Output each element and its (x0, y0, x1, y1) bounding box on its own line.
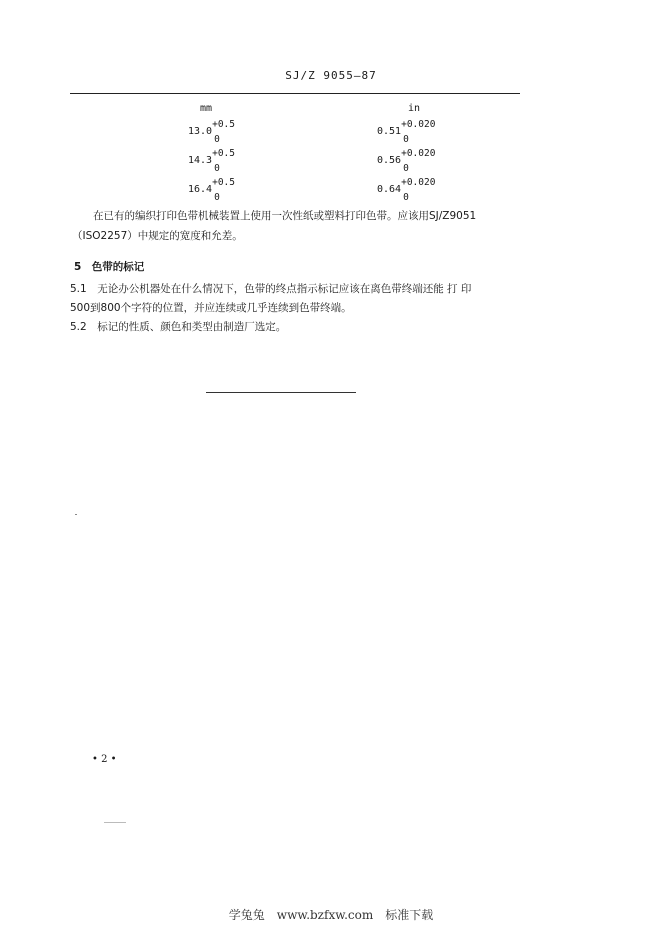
clause-5-1-line-1: 5.1 无论办公机器处在什么情况下，色带的终点指示标记应该在离色带终端还能 打 印 (70, 283, 472, 295)
tolerance-mm-row-3 (188, 177, 252, 204)
tolerance-upper: +0.020 (401, 177, 436, 188)
tolerance-mm-row-1 (188, 119, 252, 146)
end-of-text-rule (206, 392, 356, 393)
tolerance-in-row-3 (377, 177, 441, 204)
tolerance-base: 16.4 (188, 184, 213, 195)
tolerance-base: 0.64 (377, 184, 402, 195)
tolerance-upper: +0.5 (212, 177, 235, 188)
clause-5-2: 5.2 标记的性质、颜色和类型由制造厂选定。 (70, 321, 287, 333)
tolerance-lower: 0 (403, 192, 409, 203)
clause-5-1-line-2: 500到800个字符的位置，并应连续或几乎连续到色带终端。 (70, 302, 352, 314)
tolerance-in-row-2 (377, 148, 441, 175)
tolerance-base: 14.3 (188, 155, 213, 166)
column-header-in: in (408, 103, 421, 114)
tolerance-in-row-1 (377, 119, 441, 146)
tolerance-lower: 0 (214, 192, 220, 203)
tolerance-lower: 0 (214, 163, 220, 174)
tolerance-upper: +0.5 (212, 119, 235, 130)
tolerance-mm-row-2 (188, 148, 252, 175)
scan-speck (75, 514, 77, 515)
tolerance-upper: +0.020 (401, 119, 436, 130)
tolerance-upper: +0.5 (212, 148, 235, 159)
tolerance-lower: 0 (214, 134, 220, 145)
section-5-title: 5 色带的标记 (74, 261, 145, 273)
page-number: • 2 • (92, 754, 117, 765)
tolerance-base: 13.0 (188, 126, 213, 137)
tolerance-upper: +0.020 (401, 148, 436, 159)
tolerance-lower: 0 (403, 163, 409, 174)
tolerance-lower: 0 (403, 134, 409, 145)
header-rule (70, 93, 520, 94)
column-header-mm: mm (200, 103, 213, 114)
paragraph-1-line-2: （ISO2257）中规定的宽度和允差。 (72, 230, 243, 242)
scan-speck (104, 822, 126, 823)
footer-watermark: 学兔兔 www.bzfxw.com 标准下载 (228, 908, 434, 922)
tolerance-base: 0.56 (377, 155, 402, 166)
document-number-header: SJ/Z 9055—87 (285, 69, 377, 82)
tolerance-base: 0.51 (377, 126, 402, 137)
paragraph-1-line-1: 在已有的编织打印色带机械装置上使用一次性纸或塑料打印色带。应该用SJ/Z9051 (93, 210, 477, 222)
